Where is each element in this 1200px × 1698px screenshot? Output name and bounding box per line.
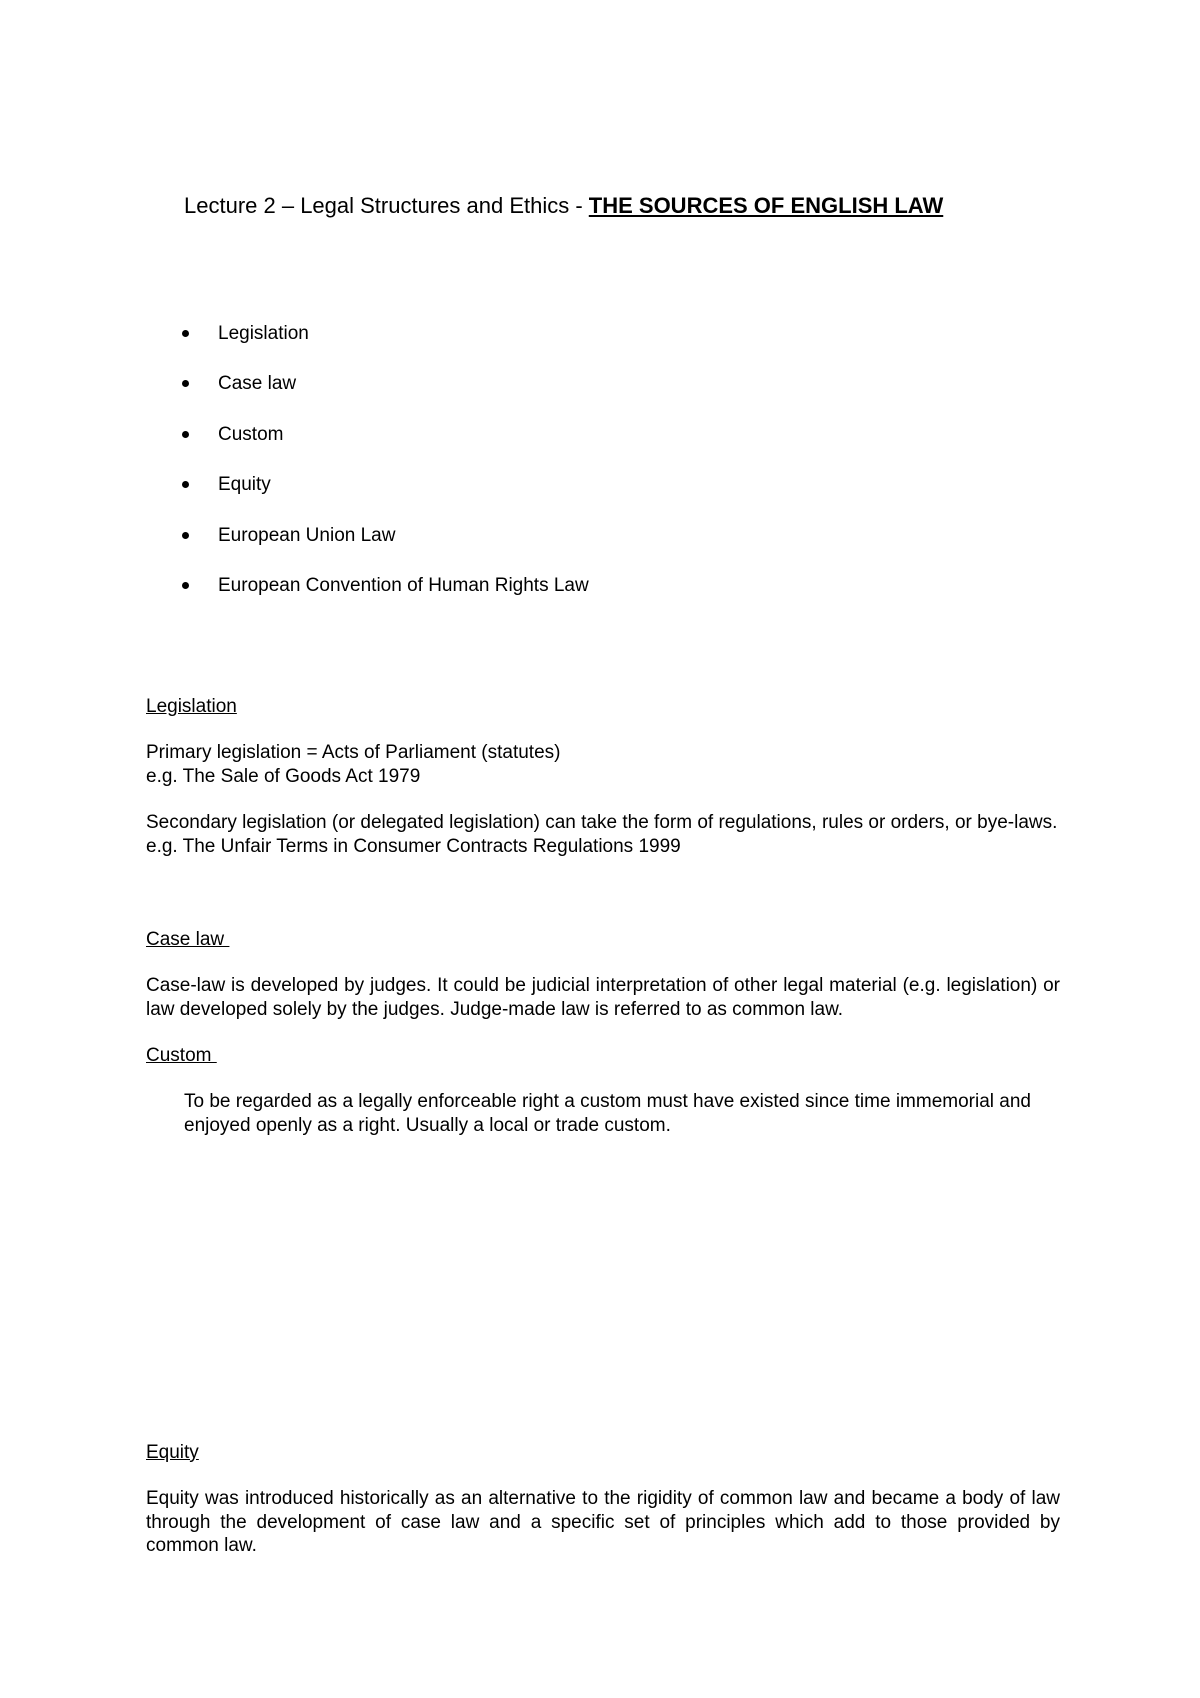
sources-list (182, 322, 589, 624)
title-emphasis: THE SOURCES OF ENGLISH LAW (588, 193, 944, 218)
list-item (182, 322, 589, 372)
list-item (182, 524, 589, 574)
list-item (182, 473, 589, 523)
bullet-icon (182, 380, 189, 387)
case-law-block (146, 974, 1060, 1021)
equity-block (146, 1487, 1060, 1558)
bullet-icon (182, 481, 189, 488)
case-law-text: Case-law is developed by judges. It could be judicial interpretation of other legal material (e.g. legislation) or law developed solely by the judges. Judge-made law is referred to as common law. (146, 975, 1060, 1020)
equity-text: Equity was introduced historically as an alternative to the rigidity of common law and became a body of law through the development of case law and a specific set of principles which add to those provided by common law. (146, 1488, 1060, 1556)
title-prefix: Lecture 2 – Legal Structures and Ethics - (184, 193, 589, 218)
bullet-icon (182, 532, 189, 539)
list-item-label: Legislation (218, 323, 309, 344)
secondary-legislation-text: Secondary legislation (or delegated legislation) can take the form of regulations, rules or orders, or bye-laws. (146, 812, 1058, 833)
equity-heading: Equity (146, 1442, 199, 1463)
list-item-label: Custom (218, 423, 284, 445)
page-title (184, 192, 943, 220)
list-item (182, 423, 589, 473)
custom-block (184, 1090, 1060, 1137)
legislation-heading: Legislation (146, 696, 237, 717)
primary-legislation-text: Primary legislation = Acts of Parliament (statutes) (146, 742, 561, 763)
list-item-label: European Convention of Human Rights Law (218, 574, 589, 596)
legislation-primary-block (146, 741, 1060, 788)
custom-text: To be regarded as a legally enforceable right a custom must have existed since time immemorial and enjoyed openly as a right. Usually a local or trade custom. (184, 1091, 1031, 1136)
bullet-icon (182, 330, 189, 337)
bullet-icon (182, 582, 189, 589)
legislation-secondary-block (146, 811, 1060, 858)
primary-legislation-example: e.g. The Sale of Goods Act 1979 (146, 765, 421, 787)
custom-heading: Custom (146, 1045, 217, 1066)
list-item-label: Case law (218, 373, 297, 395)
list-item-label: Equity (218, 474, 271, 496)
case-law-heading: Case law (146, 929, 230, 950)
secondary-legislation-example: e.g. The Unfair Terms in Consumer Contracts Regulations 1999 (146, 835, 681, 857)
list-item-label: European Union Law (218, 524, 396, 546)
bullet-icon (182, 431, 189, 438)
list-item (182, 372, 589, 422)
list-item (182, 574, 589, 624)
